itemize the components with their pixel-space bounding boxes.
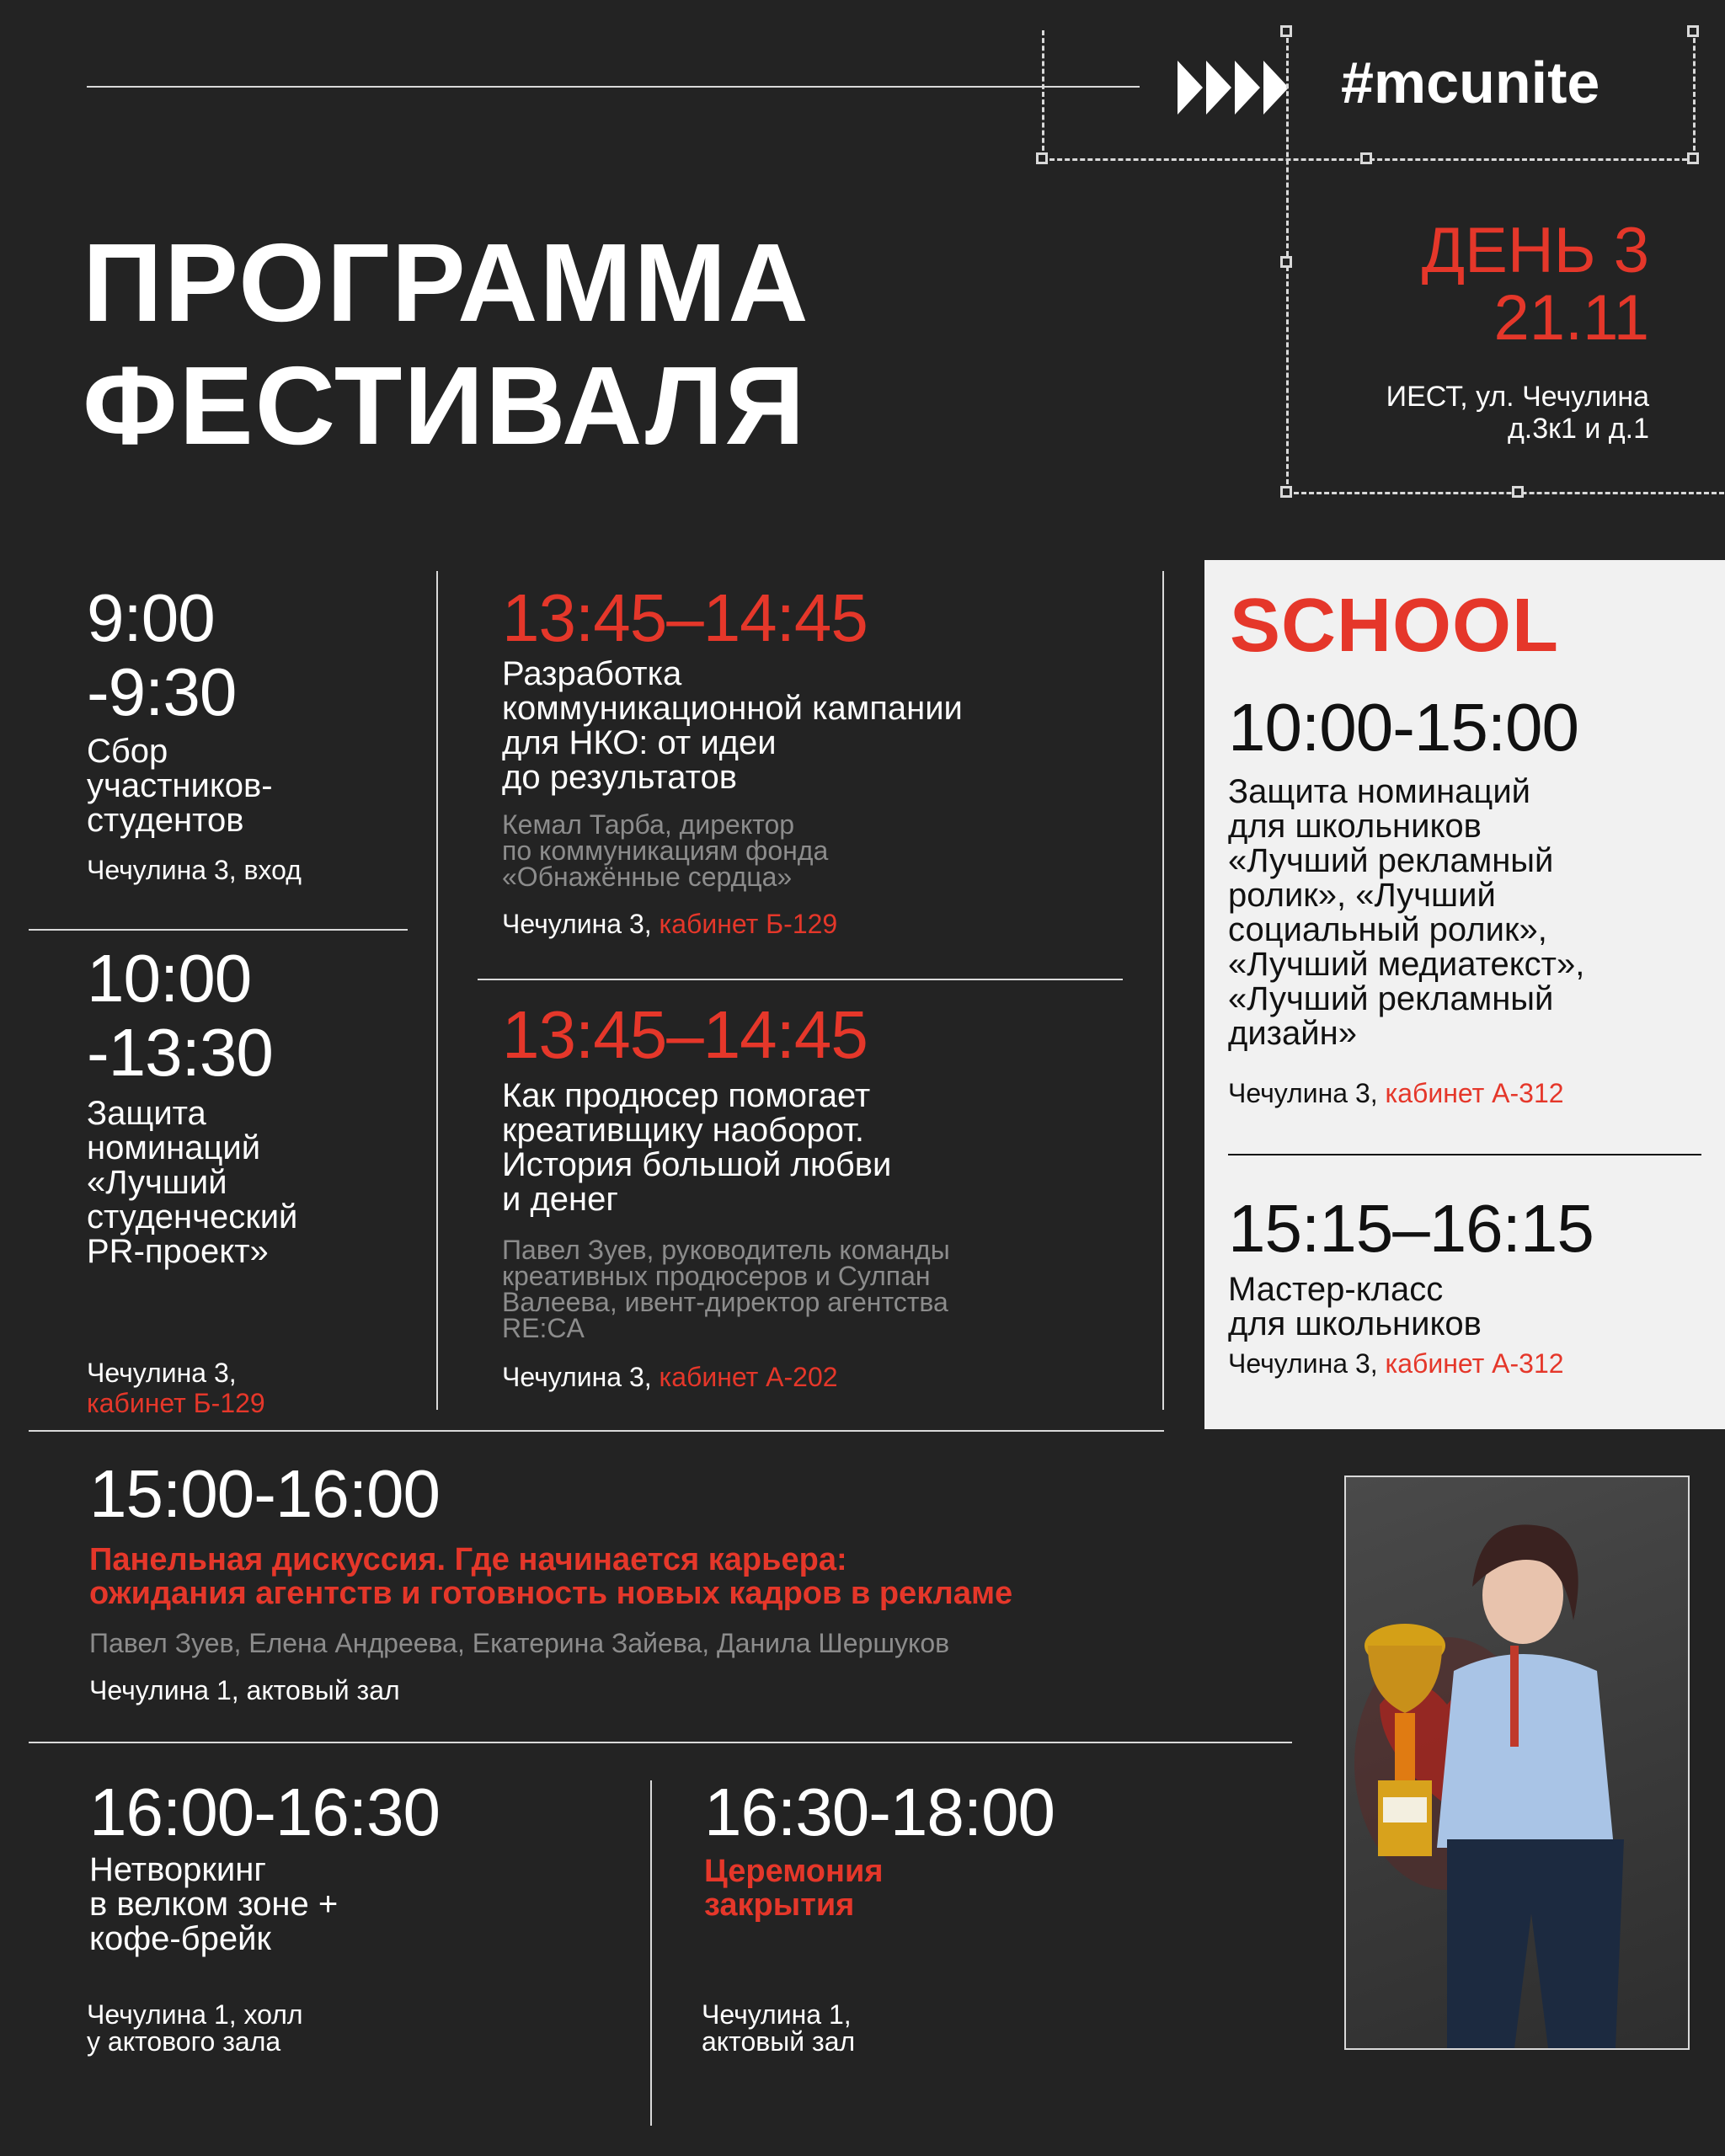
- event-description: Сбор участников- студентов: [87, 733, 273, 839]
- event-student-defense: [87, 942, 424, 1269]
- event-time: 10:00: [87, 941, 252, 1016]
- row-divider: [29, 1430, 1164, 1432]
- school-event-defense: [1228, 691, 1708, 1108]
- event-description: Церемония закрытия: [704, 1854, 884, 1923]
- event-location: Чечулина 3, кабинет Б-129: [87, 1358, 265, 1418]
- event-producer-talk: [502, 998, 1142, 1392]
- event-location: Чечулина 1, холл у актового зала: [87, 1999, 303, 2057]
- frame-handle: [1280, 25, 1292, 37]
- hashtag: #mcunite: [1341, 50, 1600, 115]
- event-time: -13:30: [87, 1015, 273, 1090]
- frame-handle: [1280, 486, 1292, 498]
- event-time: 10:00-15:00: [1228, 690, 1579, 765]
- event-time: 13:45–14:45: [502, 580, 868, 655]
- event-speaker: Павел Зуев, Елена Андреева, Екатерина Зайева, Данила Шершуков: [89, 1628, 950, 1658]
- event-description: Нетворкинг в велком зоне + кофе-брейк: [89, 1851, 339, 1957]
- school-title: SCHOOL: [1230, 584, 1560, 668]
- frame-handle: [1280, 256, 1292, 268]
- event-nko-campaign: [502, 581, 1142, 939]
- column-divider: [436, 571, 438, 1410]
- page-title-line2: ФЕСТИВАЛЯ: [83, 344, 807, 467]
- column-divider: [650, 1780, 652, 2126]
- event-time: 9:00: [87, 580, 215, 655]
- event-description: Разработка коммуникационной кампании для НКО: от идеи до результатов: [502, 655, 963, 796]
- event-time: 16:00-16:30: [89, 1774, 441, 1849]
- column-divider: [1162, 571, 1164, 1410]
- frame-handle: [1512, 486, 1524, 498]
- event-time: 16:30-18:00: [704, 1774, 1055, 1849]
- event-description: Панельная дискуссия. Где начинается карьера: ожидания агентств и готовность новых кадров в рекламе: [89, 1542, 1013, 1611]
- event-time: 13:45–14:45: [502, 997, 868, 1072]
- event-location: Чечулина 3, кабинет А-312: [1228, 1348, 1564, 1379]
- row-divider: [29, 1742, 1292, 1743]
- frame-handle: [1687, 25, 1699, 37]
- event-speaker: Павел Зуев, руководитель команды креативных продюсеров и Сулпан Валеева, ивент-директор агентства RE:CA: [502, 1235, 950, 1343]
- winner-photo: [1344, 1476, 1690, 2050]
- event-closing: [704, 1775, 1294, 1922]
- event-location: Чечулина 1, актовый зал: [89, 1675, 400, 1705]
- frame-handle: [1687, 152, 1699, 164]
- frame-handle: [1036, 152, 1048, 164]
- event-time: -9:30: [87, 654, 237, 729]
- event-time: 15:00-16:00: [89, 1456, 441, 1531]
- event-location: Чечулина 3, кабинет Б-129: [502, 909, 838, 939]
- event-gathering: [87, 581, 424, 885]
- row-divider: [29, 929, 408, 931]
- event-location: Чечулина 3, кабинет А-202: [502, 1362, 838, 1392]
- school-panel: [1204, 560, 1725, 1429]
- frame-dashed-line: [1693, 30, 1696, 158]
- header-rule: [87, 86, 1140, 88]
- row-divider: [478, 979, 1123, 980]
- fast-forward-arrows-icon: [1178, 61, 1292, 115]
- event-description: Как продюсер помогает креативщику наоборот. История большой любви и денег: [502, 1077, 892, 1218]
- day-label: ДЕНЬ 3 21.11: [1421, 215, 1649, 354]
- frame-dashed-line: [1286, 492, 1724, 494]
- frame-dashed-line: [1042, 30, 1044, 158]
- event-networking: [89, 1775, 628, 1956]
- event-location: Чечулина 3, кабинет А-312: [1228, 1078, 1564, 1108]
- event-description: Защита номинаций «Лучший студенческий PR-проект»: [87, 1095, 298, 1270]
- event-speaker: Кемал Тарба, директор по коммуникациям фонда «Обнажённые сердца»: [502, 809, 829, 892]
- event-time: 15:15–16:15: [1228, 1191, 1594, 1266]
- school-event-masterclass: [1228, 1192, 1708, 1379]
- venue: ИЕСТ, ул. Чечулина д.3к1 и д.1: [1386, 381, 1649, 445]
- event-location: Чечулина 1, актовый зал: [702, 1999, 856, 2057]
- school-divider: [1228, 1154, 1701, 1155]
- event-description: Защита номинаций для школьников «Лучший рекламный ролик», «Лучший социальный ролик», «Лучший медиатекст», «Лучший рекламный дизайн»: [1228, 773, 1585, 1052]
- event-panel-discussion: [89, 1457, 1336, 1705]
- page-title-line1: ПРОГРАММА: [83, 221, 810, 344]
- frame-handle: [1360, 152, 1372, 164]
- event-description: Мастер-класс для школьников: [1228, 1271, 1482, 1342]
- event-location: Чечулина 3, вход: [87, 855, 302, 885]
